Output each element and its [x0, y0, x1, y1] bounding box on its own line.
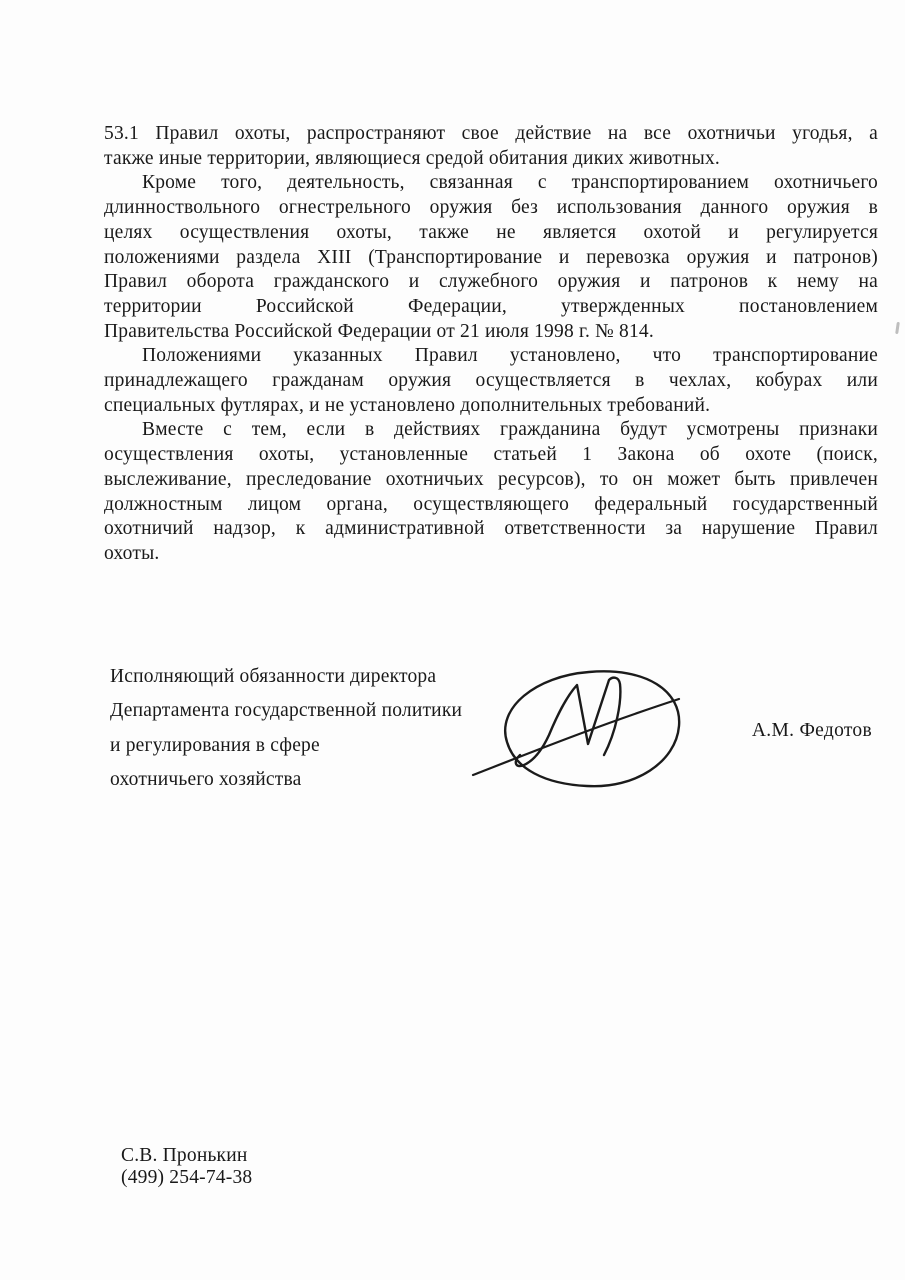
text-line: территории Российской Федерации, утвержденных постановлением [104, 295, 878, 317]
signoff-title-line: Исполняющий обязанности директора [110, 666, 437, 687]
signoff-title-line: и регулирования в сфере [110, 734, 320, 756]
text-line: принадлежащего гражданам оружия осуществляется в чехлах, кобурах или [104, 370, 878, 392]
scan-artifact [895, 322, 900, 334]
text-line: охотничий надзор, к административной ответственности за нарушение Правил [104, 518, 878, 540]
text-line: должностным лицом органа, осуществляющего федеральный государственный [104, 493, 878, 515]
text-line: осуществления охоты, установленные статьей 1 Закона об охоте (поиск, [104, 444, 878, 466]
text-line: охоты. [104, 542, 160, 564]
body-paragraphs [104, 122, 878, 567]
text-line: 53.1 Правил охоты, распространяют свое действие на все охотничьи угодья, а [104, 123, 878, 144]
text-line: Правительства Российской Федерации от 21 июля 1998 г. № 814. [104, 320, 654, 342]
text-line: Вместе с тем, если в действиях гражданина будут усмотрены признаки [142, 419, 878, 441]
text-line: также иные территории, являющиеся средой обитания диких животных. [104, 147, 720, 169]
signoff-title-line: охотничьего хозяйства [110, 769, 302, 791]
text-line: выслеживание, преследование охотничьих ресурсов), то он может быть привлечен [104, 468, 878, 490]
signoff-title-line: Департамента государственной политики [110, 700, 463, 722]
signatory-name: А.М. Федотов [751, 720, 872, 741]
text-line: Положениями указанных Правил установлено, что транспортирование [142, 345, 878, 367]
handwritten-signature-icon [450, 658, 700, 803]
text-line: целях осуществления охоты, также не является охотой и регулируется [104, 221, 878, 243]
contact-name: С.В. Пронькин [121, 1145, 248, 1166]
contact-block [121, 1145, 252, 1189]
text-line: Правил оборота гражданского и служебного оружия и патронов к нему на [104, 271, 878, 293]
text-line: длинноствольного огнестрельного оружия без использования данного оружия в [104, 197, 878, 219]
contact-phone: (499) 254-74-38 [121, 1167, 253, 1188]
text-line: специальных футлярах, и не установлено дополнительных требований. [104, 394, 711, 416]
text-line: положениями раздела XIII (Транспортирование и перевозка оружия и патронов) [104, 246, 878, 268]
text-line: Кроме того, деятельность, связанная с транспортированием охотничьего [142, 172, 878, 194]
